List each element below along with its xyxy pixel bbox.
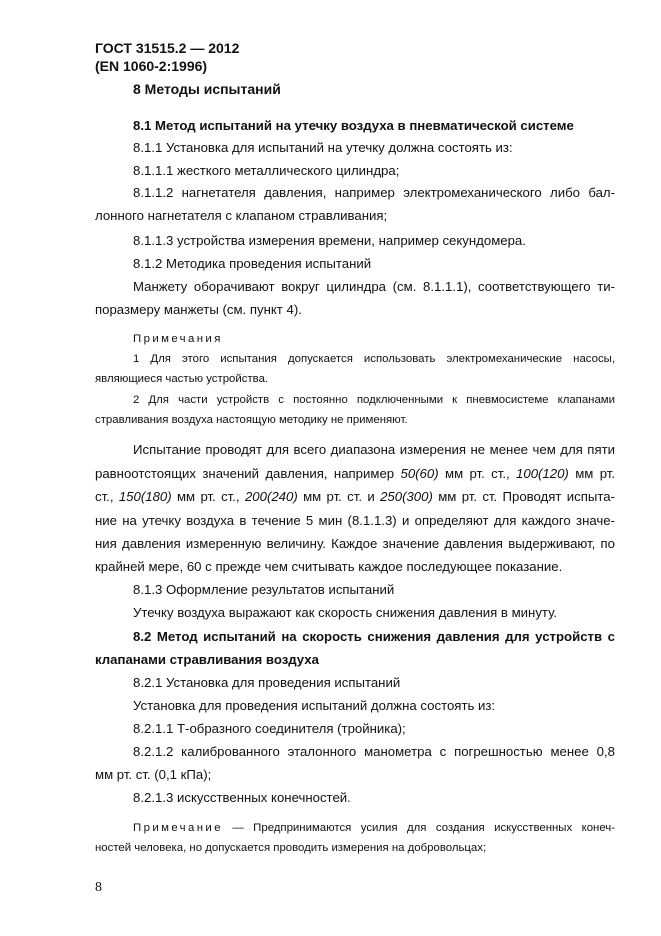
test-paragraph-line2: равноотстоящих значений давления, например 50(60) мм рт. ст., 100(120) мм рт. [95, 466, 615, 481]
clause-8-1-1-1: 8.1.1.1 жесткого металлического цилиндра; [133, 163, 400, 178]
clause-8-1-1-2-line2: лонного нагнетателя с клапаном стравливания; [95, 208, 388, 223]
clause-8-1-1: 8.1.1 Установка для испытаний на утечку должна состоять из: [133, 140, 513, 155]
note-1-line2: являющиеся частью устройства. [95, 373, 269, 385]
note-2-line1: 2 Для части устройств с постоянно подключенными к пневмосистеме клапанами [133, 394, 615, 406]
clause-8-2-1-2-line2: мм рт. ст. (0,1 кПа); [95, 767, 212, 782]
note-8-2-line1: Примечание — Предпринимаются усилия для создания искусственных конеч- [133, 822, 615, 834]
note-label: Примечание [133, 822, 223, 834]
note-8-2-line2: ностей человека, но допускается проводить измерения на добровольцах; [95, 842, 487, 854]
clause-8-1-1-3: 8.1.1.3 устройства измерения времени, например секундомера. [133, 233, 526, 248]
clause-8-1-2: 8.1.2 Методика проведения испытаний [133, 256, 372, 271]
note-2-line2: стравливания воздуха настоящую методику не применяют. [95, 414, 408, 426]
note-1-line1: 1 Для этого испытания допускается использовать электромеханические насосы, [133, 353, 615, 365]
notes-label: Примечания [133, 333, 223, 345]
en-reference: (EN 1060-2:1996) [95, 58, 208, 74]
clause-8-1-1-2-line1: 8.1.1.2 нагнетателя давления, например электромеханического либо бал- [133, 185, 615, 200]
test-paragraph-line5: ния давления измеренную величину. Каждое значение давления выдерживают, по [95, 536, 615, 551]
clause-8-2-1-1: 8.2.1.1 Т-образного соединителя (тройника); [133, 721, 406, 736]
clause-8-2-1-3: 8.2.1.3 искусственных конечностей. [133, 790, 351, 805]
test-paragraph-line4: ние на утечку воздуха в течение 5 мин (8.1.1.3) и определяют для каждого значе- [95, 513, 615, 528]
standard-number: ГОСТ 31515.2 — 2012 [95, 40, 240, 56]
page-number: 8 [95, 880, 102, 895]
test-paragraph-line6: крайней мере, 60 с прежде чем считывать каждое последующее показание. [95, 559, 563, 574]
cuff-paragraph-line2: поразмеру манжеты (см. пункт 4). [95, 302, 302, 317]
clause-8-2-1: 8.2.1 Установка для проведения испытаний [133, 675, 401, 690]
leak-paragraph: Утечку воздуха выражают как скорость снижения давления в минуту. [133, 605, 558, 620]
test-paragraph-line1: Испытание проводят для всего диапазона измерения не менее чем для пяти [133, 442, 615, 457]
subsection-8-2-title-line2: клапанами стравливания воздуха [95, 652, 319, 667]
section-title: 8 Методы испытаний [133, 81, 281, 97]
clause-8-2-1-2-line1: 8.2.1.2 калиброванного эталонного манометра с погрешностью менее 0,8 [133, 744, 615, 759]
subsection-8-2-title-line1: 8.2 Метод испытаний на скорость снижения давления для устройств с [133, 629, 615, 644]
cuff-paragraph-line1: Манжету оборачивают вокруг цилиндра (см. 8.1.1.1), соответствующего ти- [133, 279, 615, 294]
test-paragraph-line3: ст., 150(180) мм рт. ст., 200(240) мм рт. ст. и 250(300) мм рт. ст. Проводят испыта- [95, 489, 615, 504]
subsection-8-1-title: 8.1 Метод испытаний на утечку воздуха в пневматической системе [133, 118, 574, 133]
setup-paragraph: Установка для проведения испытаний должна состоять из: [133, 698, 496, 713]
clause-8-1-3: 8.1.3 Оформление результатов испытаний [133, 582, 395, 597]
